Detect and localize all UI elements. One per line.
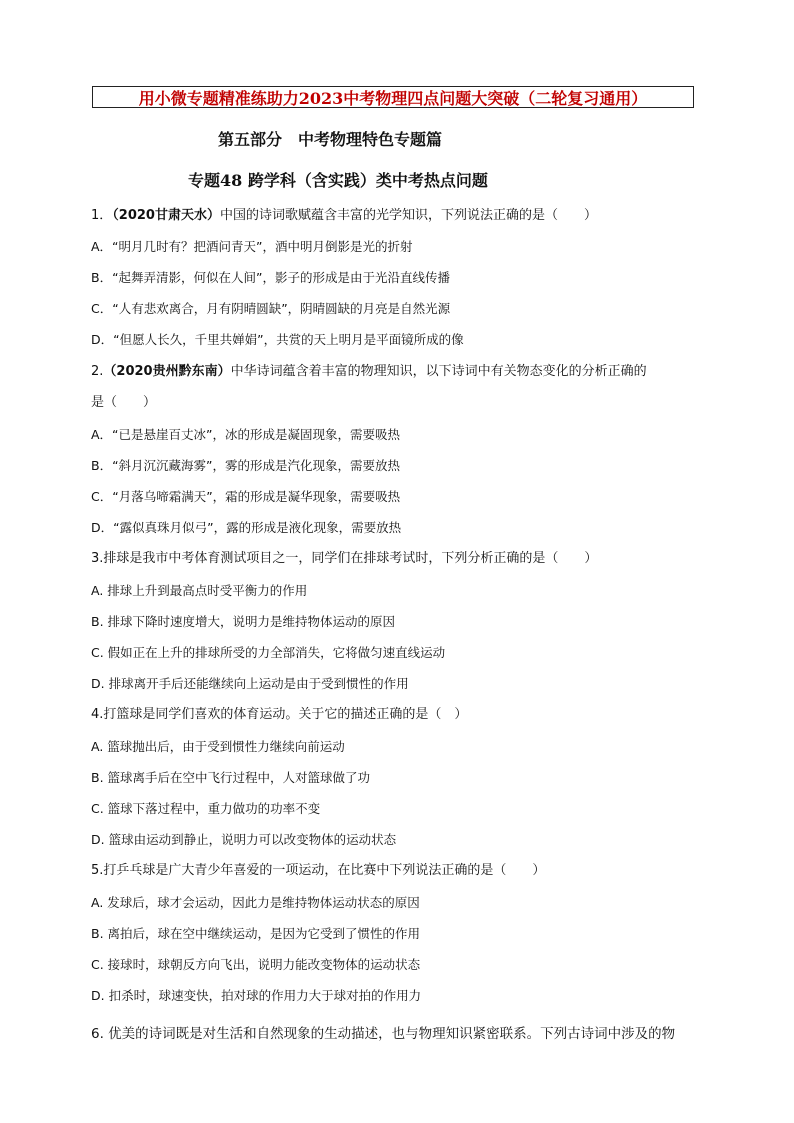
question-5-option-d: D. 扣杀时，球速变快，拍对球的作用力大于球对拍的作用力 — [91, 988, 422, 1003]
question-1-option-b: B．“起舞弄清影，何似在人间”，影子的形成是由于光沿直线传播 — [91, 270, 451, 285]
question-2-option-a: A．“已是悬崖百丈冰”，冰的形成是凝固现象，需要吸热 — [91, 427, 401, 442]
question-4-stem: 4.打篮球是同学们喜欢的体育运动。关于它的描述正确的是（ ） — [91, 707, 468, 722]
question-1-option-a: A．“明月几时有？把酒问青天”，酒中明月倒影是光的折射 — [91, 239, 413, 254]
series-banner: 用小微专题精准练助力2023中考物理四点问题大突破（二轮复习通用） — [92, 86, 694, 108]
question-1-option-c: C．“人有悲欢离合，月有阴晴圆缺”，阴晴圆缺的月亮是自然光源 — [91, 301, 451, 316]
question-3-option-a: A. 排球上升到最高点时受平衡力的作用 — [91, 583, 308, 598]
question-1-text: 中国的诗词歌赋蕴含丰富的光学知识，下列说法正确的是（ ） — [219, 208, 597, 223]
question-4-option-b: B. 篮球离手后在空中飞行过程中，人对篮球做了功 — [91, 770, 371, 785]
question-3-option-d: D. 排球离开手后还能继续向上运动是由于受到惯性的作用 — [91, 676, 409, 691]
question-3-option-c: C. 假如正在上升的排球所受的力全部消失，它将做匀速直线运动 — [91, 645, 446, 660]
question-1-source: （2020甘肃天水） — [112, 208, 220, 223]
part-title: 第五部分 中考物理特色专题篇 — [218, 130, 443, 149]
question-6-stem: 6. 优美的诗词既是对生活和自然现象的生动描述，也与物理知识紧密联系。下列古诗词中涉及的物 — [91, 1026, 676, 1042]
question-2-stem-continued: 是（ ） — [91, 395, 157, 410]
question-1-option-d: D．“但愿人长久，千里共婵娟”，共赏的天上明月是平面镜所成的像 — [91, 332, 464, 347]
question-5-option-b: B. 离拍后，球在空中继续运动，是因为它受到了惯性的作用 — [91, 926, 421, 941]
question-1-number: 1． — [91, 208, 113, 223]
question-2-text: 中华诗词蕴含着丰富的物理知识，以下诗词中有关物态变化的分析正确的 — [230, 364, 647, 379]
question-3-option-b: B. 排球下降时速度增大，说明力是维持物体运动的原因 — [91, 614, 396, 629]
question-4-option-c: C. 篮球下落过程中，重力做功的功率不变 — [91, 801, 321, 816]
topic-title: 专题48 跨学科（含实践）类中考热点问题 — [188, 171, 488, 190]
question-4-option-a: A. 篮球抛出后，由于受到惯性力继续向前运动 — [91, 739, 345, 754]
question-2-option-c: C．“月落乌啼霜满天”，霜的形成是凝华现象，需要吸热 — [91, 489, 401, 504]
question-2-number: 2. — [91, 364, 104, 379]
question-4-option-d: D. 篮球由运动到静止，说明力可以改变物体的运动状态 — [91, 832, 397, 847]
question-2-option-d: D．“露似真珠月似弓”，露的形成是液化现象，需要放热 — [91, 520, 402, 535]
question-1-stem — [91, 206, 597, 226]
question-3-stem: 3.排球是我市中考体育测试项目之一，同学们在排球考试时，下列分析正确的是（ ） — [91, 551, 598, 566]
question-2-option-b: B．“斜月沉沉藏海雾”，雾的形成是汽化现象，需要放热 — [91, 458, 401, 473]
question-5-option-a: A. 发球后，球才会运动，因此力是维持物体运动状态的原因 — [91, 895, 420, 910]
question-5-stem: 5.打乒乓球是广大青少年喜爱的一项运动，在比赛中下列说法正确的是（ ） — [91, 863, 546, 878]
question-2-source: （2020贵州黔东南） — [103, 364, 231, 379]
question-5-option-c: C. 接球时，球朝反方向飞出，说明力能改变物体的运动状态 — [91, 957, 421, 972]
question-2-stem — [91, 362, 647, 382]
